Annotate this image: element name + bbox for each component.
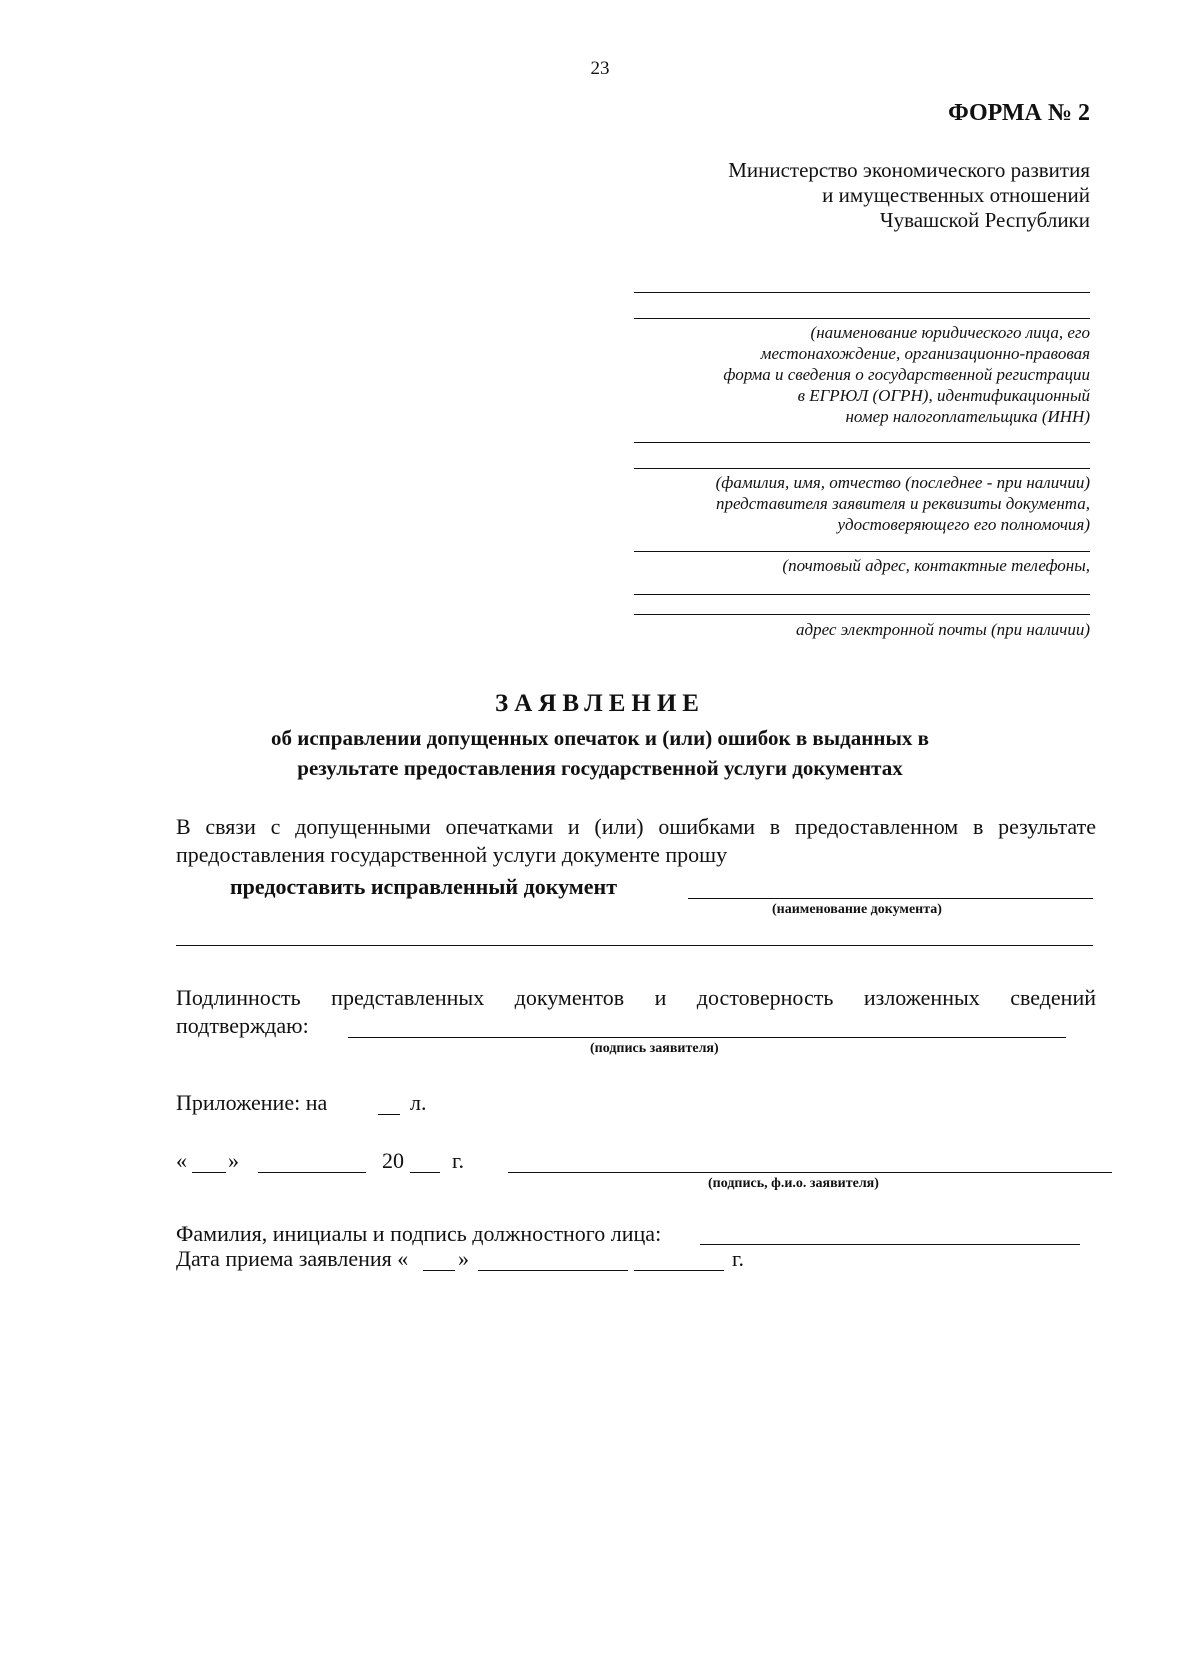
form-title: ФОРМА № 2 — [948, 100, 1090, 126]
fill-line-document-name-2[interactable] — [176, 945, 1093, 946]
fill-line-legal-entity-2[interactable] — [634, 318, 1090, 319]
document-name-note: (наименование документа) — [772, 902, 942, 917]
receipt-date-close-quote: » — [458, 1246, 469, 1271]
date-year-suffix: г. — [452, 1148, 465, 1173]
date-close-quote: » — [228, 1148, 239, 1173]
page-number: 23 — [590, 58, 610, 79]
contacts-note: (почтовый адрес, контактные телефоны, — [782, 556, 1090, 575]
applicant-signature-note: (подпись заявителя) — [590, 1041, 719, 1056]
fill-line-email-2[interactable] — [634, 614, 1090, 615]
request-bold-text: предоставить исправленный документ — [230, 874, 618, 899]
fill-line-official-signature[interactable] — [700, 1244, 1080, 1245]
attachment-label: Приложение: на — [176, 1090, 328, 1115]
statement-subtitle: об исправлении допущенных опечаток и (или) ошибок в выданных в результате предоставления государственной услуги документах — [271, 726, 929, 780]
representative-note: (фамилия, имя, отчество (последнее - при наличии) представителя заявителя и реквизиты документа, удостоверяющего его полномочия) — [715, 473, 1090, 534]
ministry-line: Чувашской Республики — [879, 208, 1090, 232]
date-open-quote: « — [176, 1148, 187, 1173]
legal-entity-note: (наименование юридического лица, его местонахождение, организационно-правовая форма и сведения о государственной регистрации в ЕГРЮЛ (ОГРН), идентификационный номер налогоплательщика (ИНН) — [723, 323, 1090, 426]
fill-line-representative-1[interactable] — [634, 442, 1090, 443]
official-label: Фамилия, инициалы и подпись должностного лица: — [176, 1221, 662, 1246]
fill-line-document-name[interactable] — [688, 898, 1093, 899]
fill-line-applicant-signature[interactable] — [348, 1037, 1066, 1038]
ministry-addressee — [570, 158, 1090, 233]
confirmation-text: Подлинность представленных документов и достоверность изложенных сведений — [176, 985, 1096, 1010]
fill-line-applicant-name-signature[interactable] — [508, 1172, 1112, 1173]
email-note: адрес электронной почты (при наличии) — [795, 620, 1090, 639]
attachment-unit: л. — [410, 1090, 427, 1115]
fill-line-receipt-month[interactable] — [478, 1270, 628, 1271]
receipt-date-suffix: г. — [732, 1246, 745, 1271]
applicant-name-signature-note: (подпись, ф.и.о. заявителя) — [708, 1176, 879, 1191]
fill-line-contacts[interactable] — [634, 551, 1090, 552]
request-paragraph: В связи с допущенными опечатками и (или) ошибками в предоставленном в результате предоставления государственной услуги документе прошу — [176, 814, 1096, 867]
statement-title: ЗАЯВЛЕНИЕ — [495, 690, 705, 717]
ministry-line: и имущественных отношений — [822, 183, 1090, 207]
fill-line-day[interactable] — [192, 1172, 226, 1173]
date-year-prefix: 20 — [382, 1148, 404, 1173]
fill-line-attachment-pages[interactable] — [378, 1114, 400, 1115]
fill-line-month[interactable] — [258, 1172, 366, 1173]
fill-line-receipt-year[interactable] — [634, 1270, 724, 1271]
ministry-line: Министерство экономического развития — [728, 158, 1090, 182]
confirmation-label: подтверждаю: — [176, 1013, 309, 1038]
receipt-date-label: Дата приема заявления « — [176, 1246, 409, 1271]
fill-line-legal-entity-1[interactable] — [634, 292, 1090, 293]
fill-line-email-1[interactable] — [634, 594, 1090, 595]
fill-line-year[interactable] — [410, 1172, 440, 1173]
fill-line-representative-2[interactable] — [634, 468, 1090, 469]
fill-line-receipt-day[interactable] — [423, 1270, 455, 1271]
